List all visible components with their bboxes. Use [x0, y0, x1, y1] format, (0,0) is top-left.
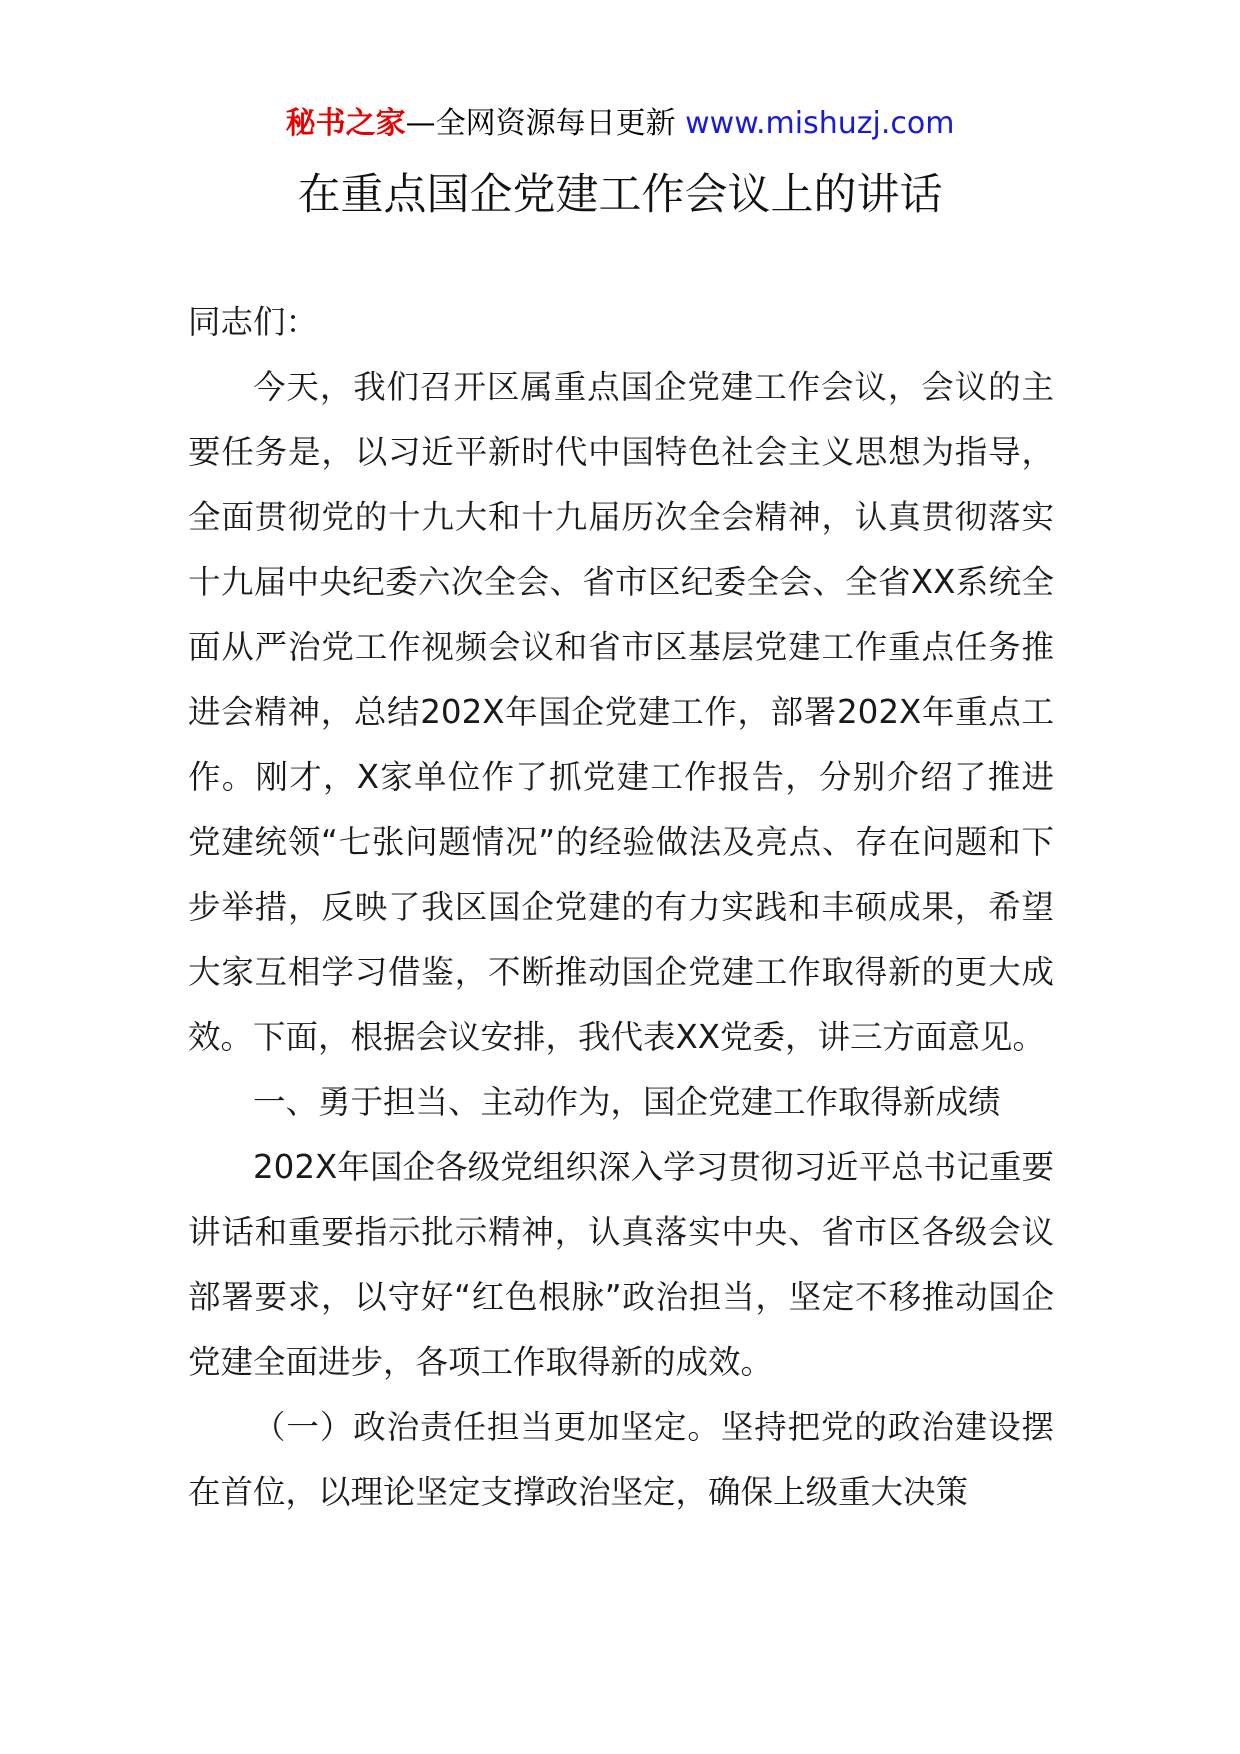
subsection-paragraph: （一）政治责任担当更加坚定。坚持把党的政治建设摆在首位，以理论坚定支撑政治坚定，确保上级重大决策 [188, 1408, 1054, 1511]
section-heading: 一、勇于担当、主动作为，国企党建工作取得新成绩 [253, 1083, 1001, 1121]
section-paragraph: 202X年国企各级党组织深入学习贯彻习近平总书记重要讲话和重要指示批示精神，认真落实中央、省市区各级会议部署要求，以守好“红色根脉”政治担当，坚定不移推动国企党建全面进步，各项工作取得新的成效。 [188, 1148, 1054, 1381]
document-title: 在重点国企党建工作会议上的讲话 [297, 170, 943, 220]
site-tagline: —全网资源每日更新 [405, 106, 676, 141]
salutation: 同志们： [188, 303, 319, 341]
document-body [188, 290, 1054, 1525]
site-brand: 秘书之家 [285, 106, 406, 141]
site-header [0, 104, 1240, 144]
site-url-link[interactable]: www.mishuzj.com [685, 106, 955, 141]
intro-paragraph: 今天，我们召开区属重点国企党建工作会议，会议的主要任务是，以习近平新时代中国特色社会主义思想为指导，全面贯彻党的十九大和十九届历次全会精神，认真贯彻落实十九届中央纪委六次全会、省市区纪委全会、全省XX系统全面从严治党工作视频会议和省市区基层党建工作重点任务推进会精神，总结202X年国企党建工作，部署202X年重点工作。刚才，X家单位作了抓党建工作报告，分别介绍了推进党建统领“七张问题情况”的经验做法及亮点、存在问题和下步举措，反映了我区国企党建的有力实践和丰硕成果，希望大家互相学习借鉴，不断推动国企党建工作取得新的更大成效。下面，根据会议安排，我代表XX党委，讲三方面意见。 [188, 368, 1054, 1056]
